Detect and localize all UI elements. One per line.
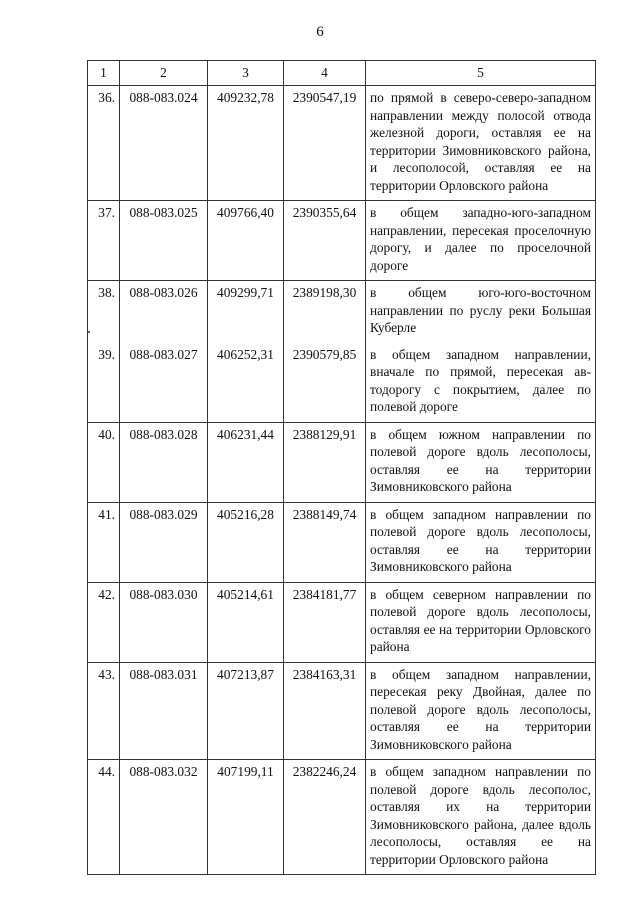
header-column-description: 5 bbox=[366, 61, 596, 86]
table-row bbox=[88, 760, 596, 875]
boundary-description: по прямой в северо-северо-западном направлении между полосой отвода железной дороги, оставляя ее на территории Зимовниковского района, и лесополосой, оставляя ее на территории Орловского района bbox=[366, 86, 596, 201]
table-header-row bbox=[88, 61, 596, 86]
coordinate-x: 407213,87 bbox=[208, 662, 284, 760]
table-row bbox=[88, 86, 596, 201]
coordinate-y: 2388149,74 bbox=[284, 502, 366, 582]
coordinate-x: 409299,71 bbox=[208, 281, 284, 343]
row-number: 42. bbox=[88, 582, 120, 662]
header-column-x: 3 bbox=[208, 61, 284, 86]
boundary-description: в общем западно-юго-западном направлении, пересекая проселочную дорогу, и далее по проселочной дороге bbox=[366, 201, 596, 281]
row-number: 41. bbox=[88, 502, 120, 582]
row-number: 44. bbox=[88, 760, 120, 875]
header-column-number: 1 bbox=[88, 61, 120, 86]
boundary-description: в общем южном направлении по полевой дороге вдоль лесополосы, оставляя ее на территории Зимовниковского района bbox=[366, 422, 596, 502]
coordinate-x: 405214,61 bbox=[208, 582, 284, 662]
boundary-description: в общем западном направлении по полевой дороге вдоль лесополос, оставляя их на территории Зимовниковского района, далее вдоль лесополосы, оставляя ее на территории Орловского района bbox=[366, 760, 596, 875]
coordinate-x: 409766,40 bbox=[208, 201, 284, 281]
header-column-y: 4 bbox=[284, 61, 366, 86]
coordinate-y: 2390547,19 bbox=[284, 86, 366, 201]
table-row bbox=[88, 343, 596, 423]
table-row bbox=[88, 281, 596, 343]
page-number: 6 bbox=[316, 24, 324, 40]
coordinate-x: 405216,28 bbox=[208, 502, 284, 582]
point-id: 088-083.028 bbox=[120, 422, 208, 502]
point-id: 088-083.029 bbox=[120, 502, 208, 582]
coordinate-y: 2384163,31 bbox=[284, 662, 366, 760]
table-row bbox=[88, 422, 596, 502]
point-id: 088-083.032 bbox=[120, 760, 208, 875]
row-number: 36. bbox=[88, 86, 120, 201]
boundary-description: в общем северном направлении по полевой дороге вдоль лесополосы, оставляя ее на территории Орловского района bbox=[366, 582, 596, 662]
point-id: 088-083.025 bbox=[120, 201, 208, 281]
boundary-description: в общем юго-юго-восточном направлении по руслу реки Большая Куберле bbox=[366, 281, 596, 343]
coordinate-y: 2388129,91 bbox=[284, 422, 366, 502]
coordinate-y: 2382246,24 bbox=[284, 760, 366, 875]
coordinate-y: 2384181,77 bbox=[284, 582, 366, 662]
row-number: 37. bbox=[88, 201, 120, 281]
row-number: 39. bbox=[88, 343, 120, 423]
coordinate-x: 409232,78 bbox=[208, 86, 284, 201]
row-number: 43. bbox=[88, 662, 120, 760]
coordinate-y: 2389198,30 bbox=[284, 281, 366, 343]
boundary-description: в общем западном направлении, вначале по прямой, пересекая автодорогу с покрытием, далее по полевой дороге bbox=[366, 343, 596, 423]
boundary-points-table bbox=[87, 60, 596, 875]
point-id: 088-083.026 bbox=[120, 281, 208, 343]
coordinate-x: 406231,44 bbox=[208, 422, 284, 502]
row-number: 38. bbox=[88, 281, 120, 343]
coordinate-x: 406252,31 bbox=[208, 343, 284, 423]
point-id: 088-083.027 bbox=[120, 343, 208, 423]
boundary-description: в общем западном направлении, пересекая реку Двойная, далее по полевой дороге вдоль лесополосы, оставляя ее на территории Зимовниковского района bbox=[366, 662, 596, 760]
table-row bbox=[88, 662, 596, 760]
table-row bbox=[88, 502, 596, 582]
point-id: 088-083.024 bbox=[120, 86, 208, 201]
header-column-point: 2 bbox=[120, 61, 208, 86]
point-id: 088-083.031 bbox=[120, 662, 208, 760]
row-number: 40. bbox=[88, 422, 120, 502]
coordinate-y: 2390579,85 bbox=[284, 343, 366, 423]
coordinate-y: 2390355,64 bbox=[284, 201, 366, 281]
table-row bbox=[88, 201, 596, 281]
point-id: 088-083.030 bbox=[120, 582, 208, 662]
table-row bbox=[88, 582, 596, 662]
coordinate-x: 407199,11 bbox=[208, 760, 284, 875]
boundary-description: в общем западном направлении по полевой дороге вдоль лесополосы, оставляя ее на территории Зимовниковского района bbox=[366, 502, 596, 582]
